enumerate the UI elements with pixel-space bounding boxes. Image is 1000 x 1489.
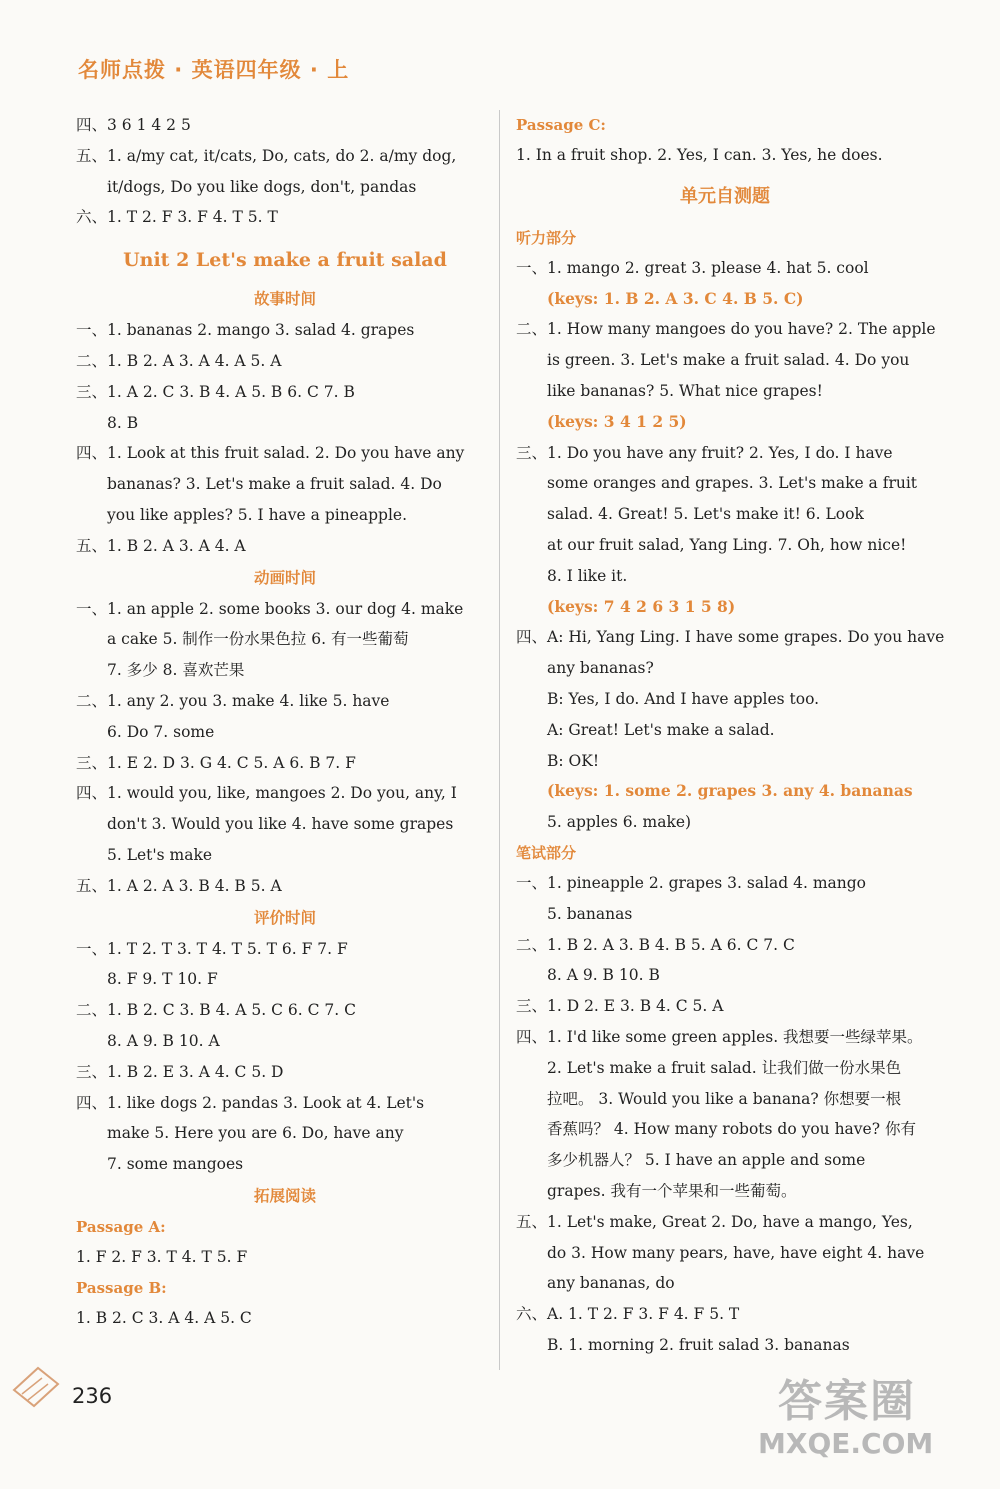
answer-line: 四、A: Hi, Yang Ling. I have some grapes. Do you have bbox=[516, 628, 945, 647]
answer-line: 一、1. pineapple 2. grapes 3. salad 4. mango bbox=[516, 873, 867, 892]
answer-line: 8. F 9. T 10. F bbox=[107, 970, 218, 989]
answer-line: 五、1. B 2. A 3. A 4. A bbox=[76, 536, 246, 555]
writing-label: 笔试部分 bbox=[516, 843, 577, 862]
answer-line: 6. Do 7. some bbox=[107, 722, 215, 741]
answer-line: 7. some mangoes bbox=[107, 1155, 244, 1174]
answer-line: grapes. 我有一个苹果和一些葡萄。 bbox=[547, 1181, 797, 1200]
answer-line: 7. 多少 8. 喜欢芒果 bbox=[107, 661, 245, 680]
keys-line: (keys: 7 4 2 6 3 1 5 8) bbox=[547, 596, 736, 616]
answer-line: 1. F 2. F 3. T 4. T 5. F bbox=[76, 1247, 248, 1266]
answer-line: 四、1. I'd like some green apples. 我想要一些绿苹果。 bbox=[516, 1027, 923, 1046]
column-divider bbox=[499, 110, 500, 1370]
answer-line: 四、1. like dogs 2. pandas 3. Look at 4. Let's bbox=[76, 1093, 425, 1112]
passage-b-label: Passage B: bbox=[76, 1278, 167, 1297]
answer-line: it/dogs, Do you like dogs, don't, pandas bbox=[107, 177, 417, 196]
answer-line: 二、1. B 2. C 3. B 4. A 5. C 6. C 7. C bbox=[76, 1001, 356, 1020]
answer-line: 5. apples 6. make) bbox=[547, 813, 692, 832]
answer-line: at our fruit salad, Yang Ling. 7. Oh, how nice! bbox=[547, 535, 907, 554]
answer-line: some oranges and grapes. 3. Let's make a fruit bbox=[547, 474, 918, 493]
answer-line: 8. A 9. B 10. A bbox=[107, 1031, 220, 1050]
answer-line: B. 1. morning 2. fruit salad 3. bananas bbox=[547, 1335, 850, 1354]
answer-line: 一、1. mango 2. great 3. please 4. hat 5. cool bbox=[516, 258, 869, 277]
corner-decoration-icon bbox=[8, 1350, 72, 1414]
answer-line: 5. Let's make bbox=[107, 845, 213, 864]
answer-line: B: Yes, I do. And I have apples too. bbox=[547, 689, 820, 708]
answer-line: 一、1. bananas 2. mango 3. salad 4. grapes bbox=[76, 321, 415, 340]
answer-line: 一、1. an apple 2. some books 3. our dog 4. make bbox=[76, 599, 464, 618]
answer-line: 二、1. any 2. you 3. make 4. like 5. have bbox=[76, 691, 390, 710]
answer-line: make 5. Here you are 6. Do, have any bbox=[107, 1124, 404, 1143]
answer-line: 多少机器人？ 5. I have an apple and some bbox=[547, 1151, 866, 1170]
answer-line: 8. I like it. bbox=[547, 566, 628, 585]
answer-line: 8. A 9. B 10. B bbox=[547, 966, 660, 985]
answer-line: bananas? 3. Let's make a fruit salad. 4. Do bbox=[107, 475, 442, 494]
page-number: 236 bbox=[72, 1384, 113, 1408]
answer-line: 六、1. T 2. F 3. F 4. T 5. T bbox=[76, 208, 278, 227]
watermark bbox=[708, 1361, 978, 1471]
answer-line: is green. 3. Let's make a fruit salad. 4. Do you bbox=[547, 351, 910, 370]
answer-line: 五、1. Let's make, Great 2. Do, have a mango, Yes, bbox=[516, 1212, 913, 1231]
answer-line: B: OK! bbox=[547, 751, 600, 770]
answer-line: 四、1. Look at this fruit salad. 2. Do you have any bbox=[76, 444, 465, 463]
answer-line: 二、1. How many mangoes do you have? 2. The apple bbox=[516, 320, 936, 339]
keys-line: (keys: 1. B 2. A 3. C 4. B 5. C) bbox=[547, 288, 804, 308]
keys-line: (keys: 3 4 1 2 5) bbox=[547, 411, 687, 431]
answer-line: 一、1. T 2. T 3. T 4. T 5. T 6. F 7. F bbox=[76, 939, 348, 958]
answer-line: 2. Let's make a fruit salad. 让我们做一份水果色 bbox=[547, 1058, 902, 1077]
answer-line: A: Great! Let's make a salad. bbox=[547, 720, 775, 739]
passage-c-label: Passage C: bbox=[516, 116, 606, 134]
answer-line: 三、1. E 2. D 3. G 4. C 5. A 6. B 7. F bbox=[76, 753, 356, 772]
right-column bbox=[516, 110, 945, 1361]
book-header-title: 名师点拨 · 英语四年级 · 上 bbox=[78, 58, 350, 82]
answer-line: 五、1. a/my cat, it/cats, Do, cats, do 2. a/my dog, bbox=[76, 146, 457, 165]
answer-line: salad. 4. Great! 5. Let's make it! 6. Look bbox=[547, 505, 864, 524]
answer-line: 拉吧。 3. Would you like a banana? 你想要一根 bbox=[547, 1089, 902, 1108]
passage-a-label: Passage A: bbox=[76, 1217, 166, 1236]
section-title-reading: 拓展阅读 bbox=[253, 1186, 316, 1205]
answer-line: 三、1. D 2. E 3. B 4. C 5. A bbox=[516, 997, 724, 1016]
unit-title: Unit 2 Let's make a fruit salad bbox=[123, 249, 447, 272]
answer-line: 四、3 6 1 4 2 5 bbox=[76, 116, 191, 134]
section-title-story: 故事时间 bbox=[253, 290, 316, 309]
answer-line: like bananas? 5. What nice grapes! bbox=[547, 381, 823, 400]
listening-label: 听力部分 bbox=[516, 228, 577, 247]
section-title-cartoon: 动画时间 bbox=[253, 568, 316, 587]
answer-line: any bananas? bbox=[547, 659, 654, 678]
answer-line: 五、1. A 2. A 3. B 4. B 5. A bbox=[76, 876, 282, 895]
answer-line: 四、1. would you, like, mangoes 2. Do you, any, I bbox=[76, 784, 457, 803]
answer-line: a cake 5. 制作一份水果色拉 6. 有一些葡萄 bbox=[107, 630, 409, 649]
answer-line: 二、1. B 2. A 3. A 4. A 5. A bbox=[76, 351, 282, 370]
watermark-brand: 答案圈 bbox=[778, 1376, 916, 1427]
unit-test-title: 单元自测题 bbox=[680, 185, 770, 207]
answer-line: do 3. How many pears, have, have eight 4. have bbox=[547, 1243, 925, 1262]
answer-line: 1. B 2. C 3. A 4. A 5. C bbox=[76, 1308, 252, 1327]
keys-line: (keys: 1. some 2. grapes 3. any 4. bananas bbox=[547, 781, 913, 801]
answer-line: 三、1. A 2. C 3. B 4. A 5. B 6. C 7. B bbox=[76, 382, 355, 401]
answer-line: 8. B bbox=[107, 413, 139, 432]
answer-line: don't 3. Would you like 4. have some grapes bbox=[107, 815, 454, 834]
answer-line: you like apples? 5. I have a pineapple. bbox=[107, 505, 408, 524]
section-title-assess: 评价时间 bbox=[253, 908, 316, 927]
left-column bbox=[76, 110, 494, 1334]
answer-line: 三、1. Do you have any fruit? 2. Yes, I do. I have bbox=[516, 443, 893, 462]
answer-line: 1. In a fruit shop. 2. Yes, I can. 3. Yes, he does. bbox=[516, 146, 883, 164]
answer-line: 六、A. 1. T 2. F 3. F 4. F 5. T bbox=[516, 1305, 740, 1324]
answer-line: any bananas, do bbox=[547, 1274, 675, 1293]
answer-line: 二、1. B 2. A 3. B 4. B 5. A 6. C 7. C bbox=[516, 935, 795, 954]
watermark-url: MXQE.COM bbox=[758, 1427, 934, 1460]
answer-line: 香蕉吗？ 4. How many robots do you have? 你有 bbox=[547, 1120, 916, 1139]
answer-line: 三、1. B 2. E 3. A 4. C 5. D bbox=[76, 1062, 284, 1081]
answer-line: 5. bananas bbox=[547, 904, 633, 923]
